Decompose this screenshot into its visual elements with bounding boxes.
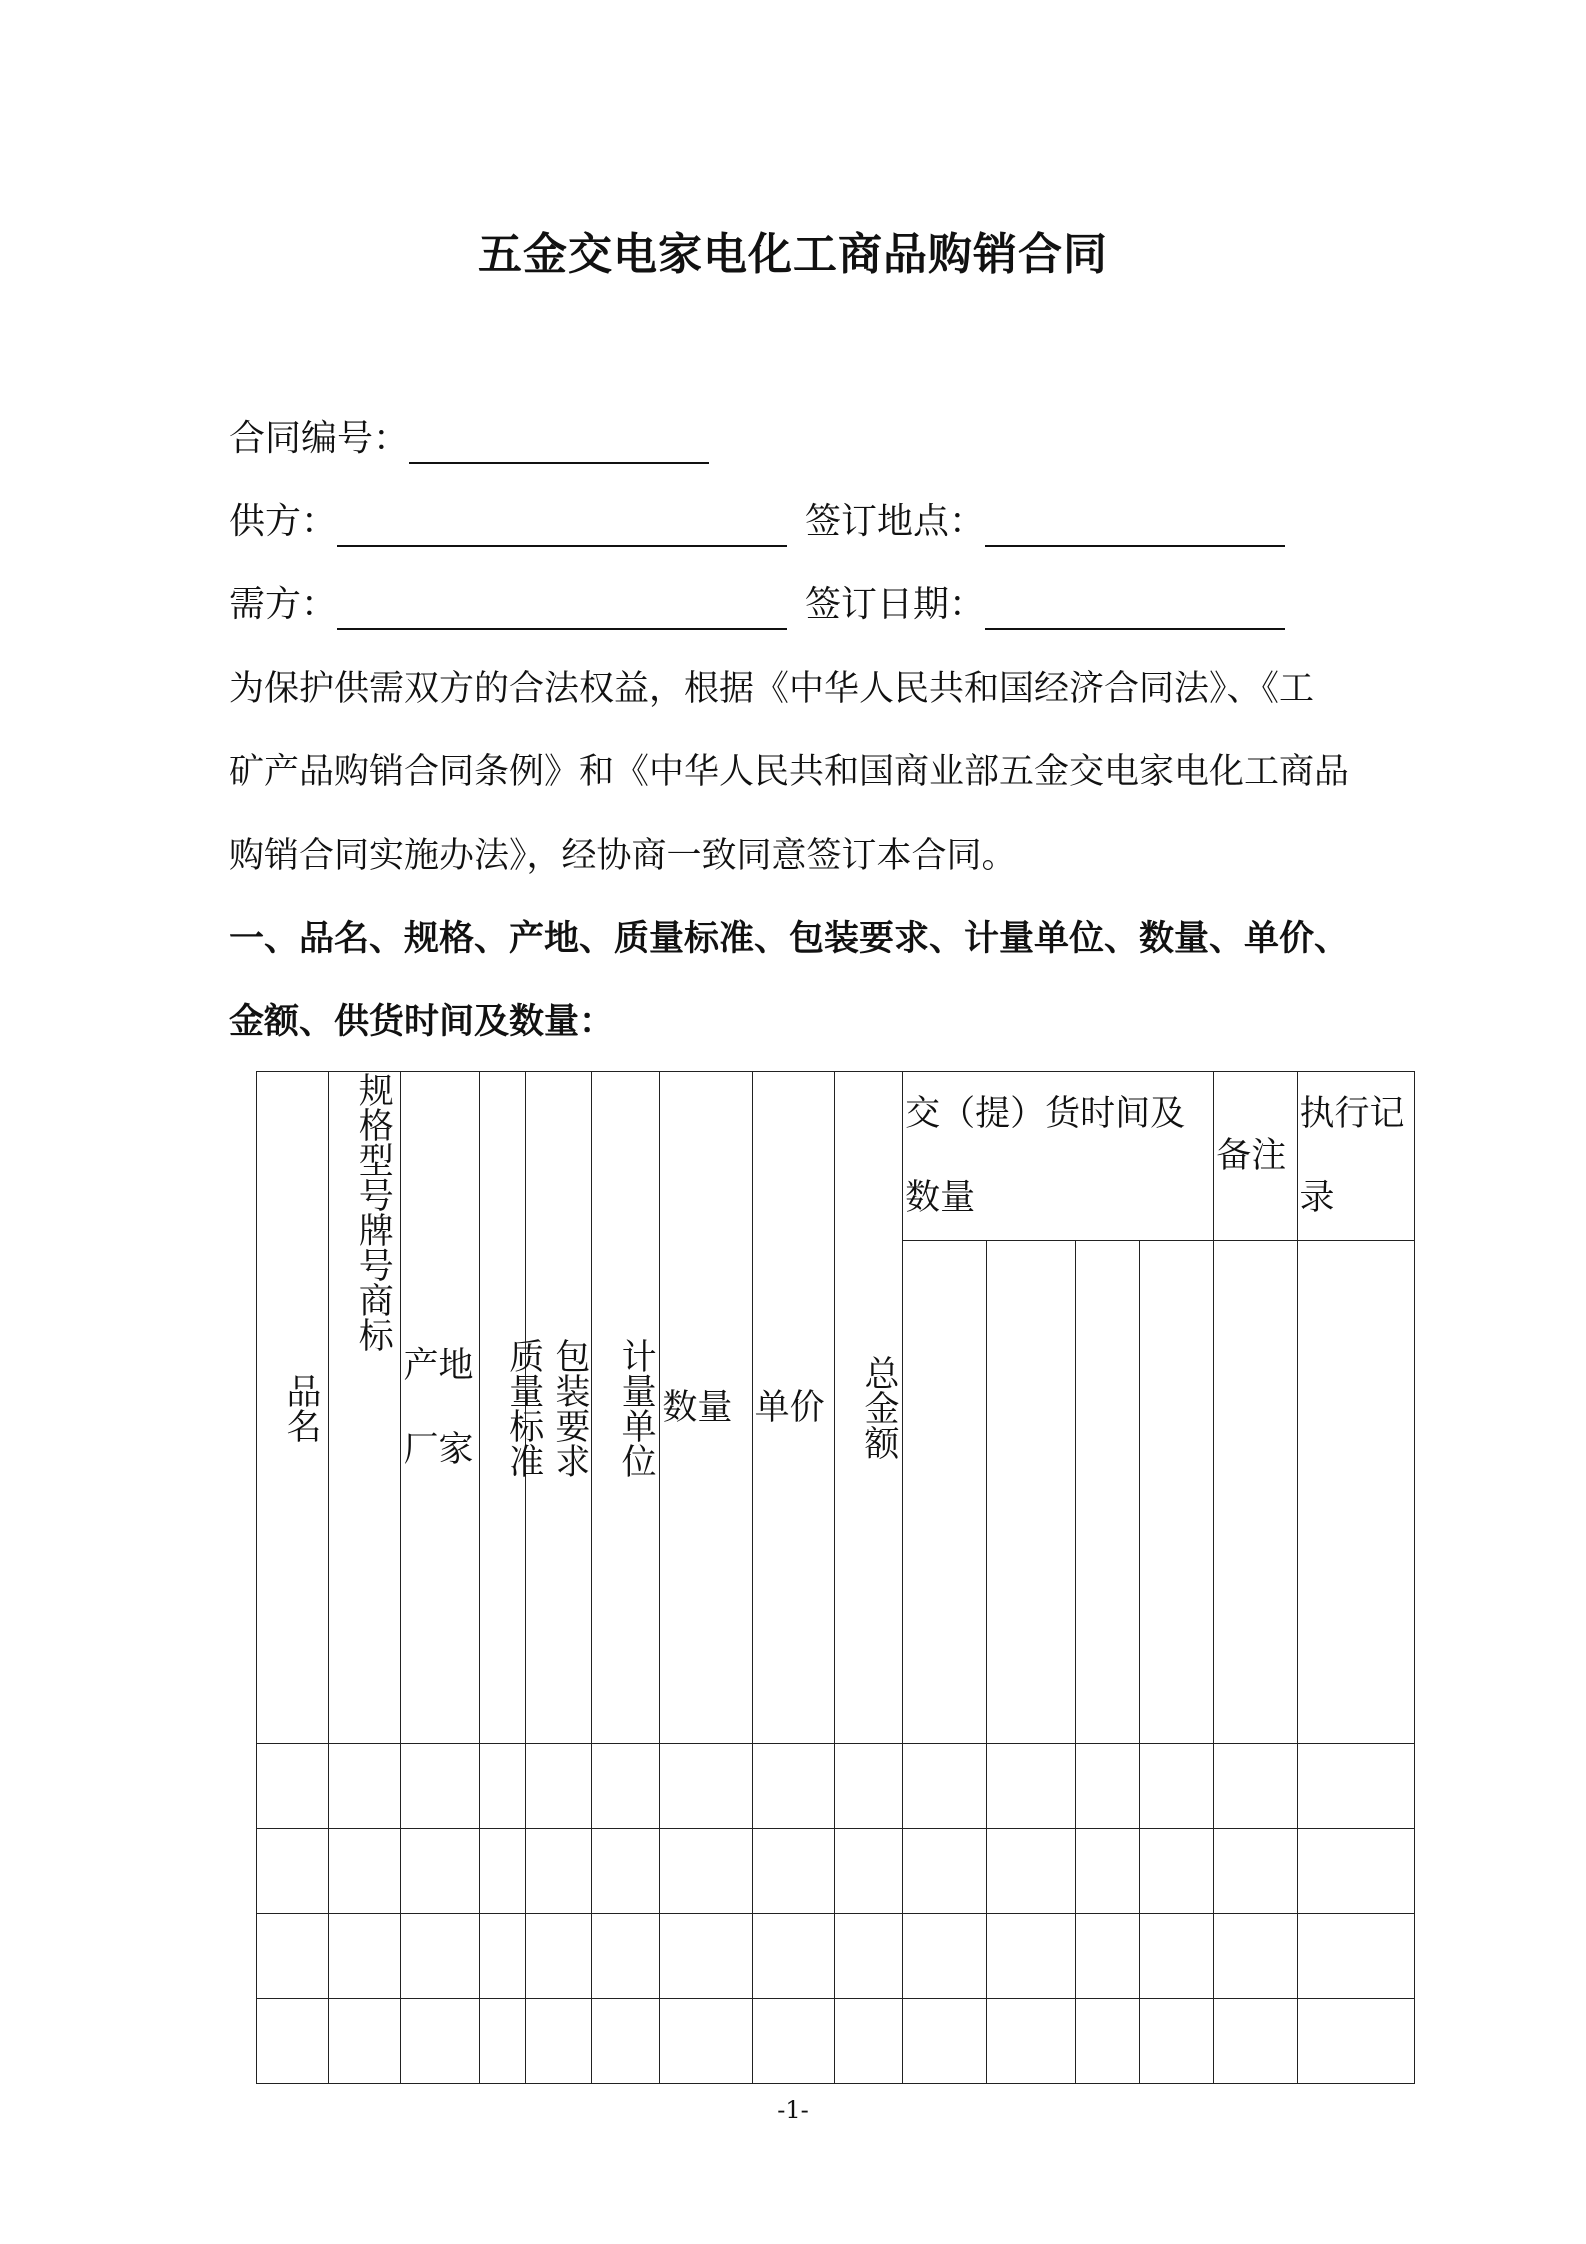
sign-date-field[interactable] [985, 592, 1285, 630]
header-cell-origin: 产地厂家 [401, 1072, 479, 1744]
supplier-label: 供方： [229, 501, 338, 542]
page-number: -1- [777, 2096, 809, 2124]
table-cell[interactable] [660, 1744, 752, 1829]
table-cell[interactable] [987, 1914, 1075, 1999]
table-cell[interactable] [329, 1744, 401, 1829]
delivery-subcell[interactable] [1075, 1241, 1139, 1744]
supplier-field[interactable] [337, 509, 787, 547]
table-cell[interactable] [401, 1829, 479, 1914]
table-cell[interactable] [987, 1999, 1075, 2084]
header-cell-price: 单价 [752, 1072, 834, 1744]
table-cell[interactable] [834, 1999, 902, 2084]
table-cell[interactable] [257, 1744, 329, 1829]
table-cell[interactable] [592, 1999, 660, 2084]
sign-place-field[interactable] [985, 509, 1285, 547]
intro-line-1: 为保护供需双方的合法权益，根据《中华人民共和国经济合同法》、《工 [229, 669, 1315, 709]
table-cell[interactable] [592, 1914, 660, 1999]
table-cell[interactable] [1139, 1999, 1213, 2084]
delivery-subcell[interactable] [1139, 1241, 1213, 1744]
table-cell[interactable] [903, 1829, 987, 1914]
table-cell[interactable] [903, 1744, 987, 1829]
buyer-field[interactable] [337, 592, 787, 630]
table-cell[interactable] [592, 1744, 660, 1829]
table-cell[interactable] [660, 1914, 752, 1999]
table-cell[interactable] [1214, 1744, 1297, 1829]
table-cell[interactable] [1075, 1744, 1139, 1829]
section-1-heading-line-1: 一、品名、规格、产地、质量标准、包装要求、计量单位、数量、单价、 [229, 919, 1350, 959]
table-cell[interactable] [903, 1914, 987, 1999]
table-cell[interactable] [401, 1744, 479, 1829]
table-cell[interactable] [525, 1829, 591, 1914]
header-cell-delivery: 交（提）货时间及数量 [903, 1072, 1214, 1241]
table-cell[interactable] [903, 1999, 987, 2084]
remark-subcell[interactable] [1214, 1241, 1297, 1744]
delivery-subcell[interactable] [903, 1241, 987, 1744]
buyer-label: 需方： [229, 584, 338, 625]
table-cell[interactable] [257, 1829, 329, 1914]
table-cell[interactable] [479, 1829, 525, 1914]
table-cell[interactable] [592, 1829, 660, 1914]
table-cell[interactable] [987, 1744, 1075, 1829]
table-cell[interactable] [329, 1914, 401, 1999]
contract-number-row [229, 414, 709, 464]
table-cell[interactable] [329, 1999, 401, 2084]
table-row [257, 1914, 1415, 1999]
record-subcell[interactable] [1297, 1241, 1414, 1744]
header-cell-unit: 计量单位 [592, 1072, 660, 1744]
contract-number-label: 合同编号： [229, 418, 410, 459]
table-cell[interactable] [1139, 1914, 1213, 1999]
sign-date-label: 签订日期： [805, 584, 986, 625]
section-1-heading-line-2: 金额、供货时间及数量： [229, 1002, 615, 1042]
contract-number-field[interactable] [409, 426, 709, 464]
sign-place-label: 签订地点： [805, 501, 986, 542]
table-cell[interactable] [479, 1914, 525, 1999]
intro-line-2: 矿产品购销合同条例》和《中华人民共和国商业部五金交电家电化工商品 [229, 752, 1350, 792]
header-cell-name: 品名 [257, 1072, 329, 1744]
table-cell[interactable] [1139, 1829, 1213, 1914]
table-cell[interactable] [1214, 1829, 1297, 1914]
table-cell[interactable] [401, 1914, 479, 1999]
table-cell[interactable] [525, 1999, 591, 2084]
document-title: 五金交电家电化工商品购销合同 [478, 229, 1108, 280]
table-cell[interactable] [987, 1829, 1075, 1914]
table-cell[interactable] [1297, 1744, 1414, 1829]
goods-table [256, 1071, 1415, 2084]
table-cell[interactable] [660, 1999, 752, 2084]
table-row [257, 1744, 1415, 1829]
table-cell[interactable] [834, 1914, 902, 1999]
table-cell[interactable] [479, 1999, 525, 2084]
table-cell[interactable] [1297, 1829, 1414, 1914]
table-cell[interactable] [752, 1999, 834, 2084]
intro-line-3: 购销合同实施办法》，经协商一致同意签订本合同。 [229, 836, 1017, 876]
table-cell[interactable] [834, 1829, 902, 1914]
table-cell[interactable] [1297, 1999, 1414, 2084]
buyer-row [229, 580, 1285, 630]
table-cell[interactable] [752, 1829, 834, 1914]
header-cell-spec: 规格型号牌号商标 [329, 1072, 401, 1744]
table-cell[interactable] [660, 1829, 752, 1914]
table-cell[interactable] [1139, 1744, 1213, 1829]
table-cell[interactable] [329, 1829, 401, 1914]
supplier-row [229, 497, 1285, 547]
table-header-row-1 [257, 1072, 1415, 1241]
header-cell-record: 执行记录 [1297, 1072, 1414, 1241]
table-cell[interactable] [1075, 1829, 1139, 1914]
header-cell-remark: 备注 [1214, 1072, 1297, 1241]
table-cell[interactable] [525, 1744, 591, 1829]
table-cell[interactable] [401, 1999, 479, 2084]
table-cell[interactable] [257, 1999, 329, 2084]
table-row [257, 1829, 1415, 1914]
header-cell-quality: 质量标准 [479, 1072, 525, 1744]
table-cell[interactable] [752, 1744, 834, 1829]
table-row [257, 1999, 1415, 2084]
header-cell-amount: 总金额 [834, 1072, 902, 1744]
table-cell[interactable] [257, 1914, 329, 1999]
table-cell[interactable] [752, 1914, 834, 1999]
header-cell-quantity: 数量 [660, 1072, 752, 1744]
table-cell[interactable] [1075, 1999, 1139, 2084]
table-cell[interactable] [479, 1744, 525, 1829]
table-cell[interactable] [525, 1914, 591, 1999]
header-cell-package: 包装要求 [525, 1072, 591, 1744]
table-cell[interactable] [1297, 1914, 1414, 1999]
table-cell[interactable] [1214, 1999, 1297, 2084]
delivery-subcell[interactable] [987, 1241, 1075, 1744]
table-cell[interactable] [1075, 1914, 1139, 1999]
table-cell[interactable] [834, 1744, 902, 1829]
table-cell[interactable] [1214, 1914, 1297, 1999]
